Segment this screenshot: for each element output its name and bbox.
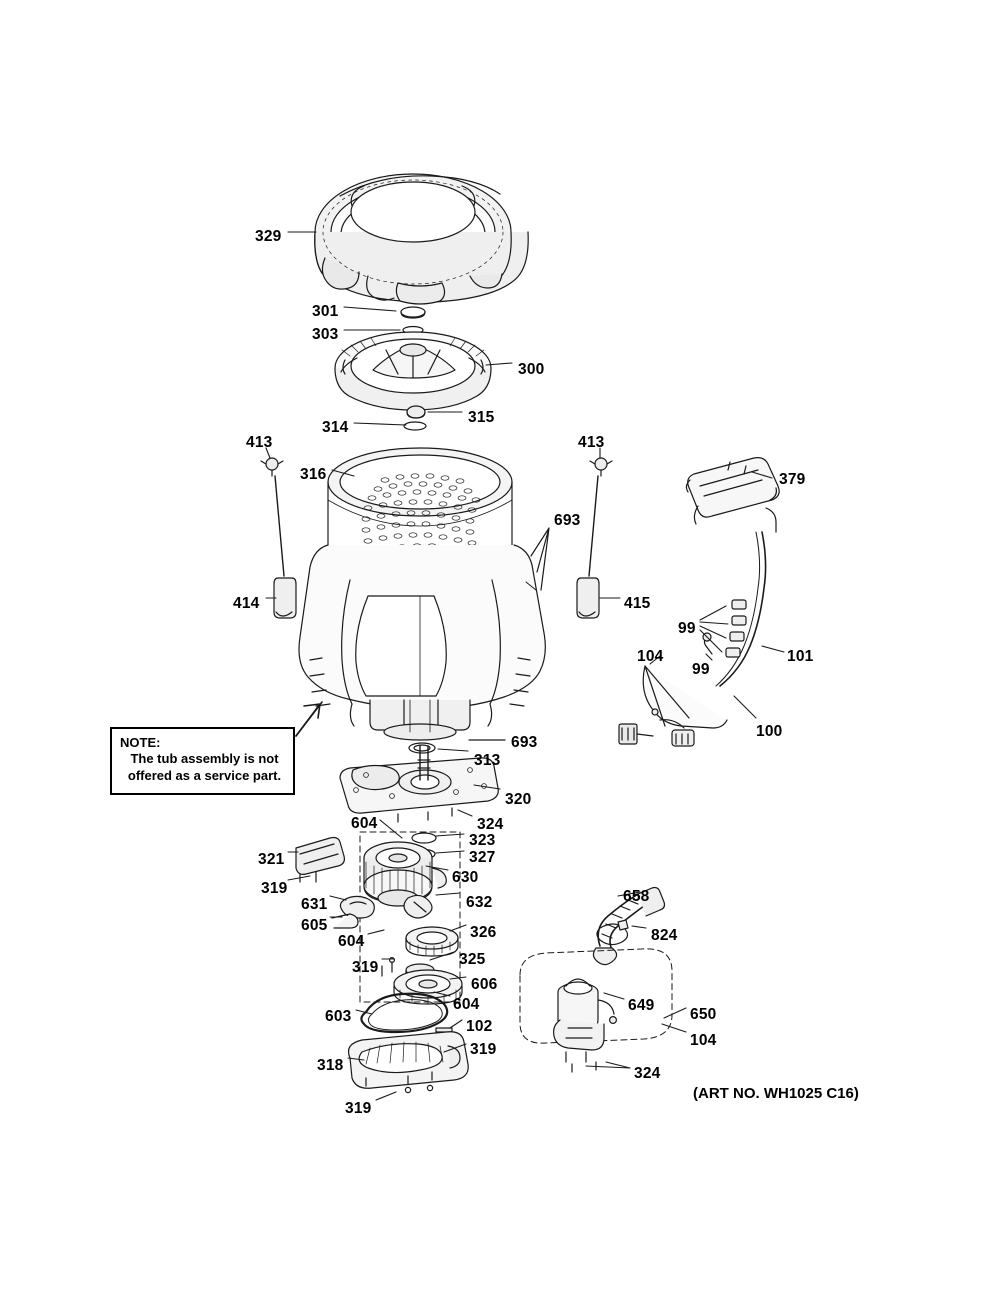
part-605 xyxy=(332,914,358,928)
part-seal-313 xyxy=(409,743,435,753)
part-tub-cover-329 xyxy=(315,174,528,304)
callout-314-5: 314 xyxy=(322,419,349,436)
callout-301-1: 301 xyxy=(312,303,339,320)
part-washer-314 xyxy=(404,422,426,430)
part-basket-316 xyxy=(299,448,545,740)
note-line-2: offered as a service part. xyxy=(127,768,282,783)
callout-604-31: 604 xyxy=(338,933,365,950)
part-606 xyxy=(394,970,462,1004)
callout-379-10: 379 xyxy=(779,471,806,488)
callout-632-28: 632 xyxy=(466,894,493,911)
art-number: (ART NO. WH1025 C16) xyxy=(693,1085,859,1102)
callout-319-44: 319 xyxy=(470,1041,497,1058)
part-pump-649 xyxy=(554,979,617,1072)
note-box xyxy=(110,727,295,795)
callout-329-0: 329 xyxy=(255,228,282,245)
part-base-318 xyxy=(349,1032,469,1093)
part-ring-323 xyxy=(412,833,436,843)
callout-323-23: 323 xyxy=(469,832,496,849)
callout-606-35: 606 xyxy=(471,976,498,993)
callout-326-32: 326 xyxy=(470,924,497,941)
callout-303-2: 303 xyxy=(312,326,339,343)
callout-100-17: 100 xyxy=(756,723,783,740)
callout-319-47: 319 xyxy=(345,1100,372,1117)
callout-604-22: 604 xyxy=(351,815,378,832)
callout-300-3: 300 xyxy=(518,361,545,378)
callout-649-39: 649 xyxy=(628,997,655,1014)
callout-315-4: 315 xyxy=(468,409,495,426)
callout-324-46: 324 xyxy=(634,1065,661,1082)
callout-99-13: 99 xyxy=(678,620,696,637)
callout-101-14: 101 xyxy=(787,648,814,665)
callout-316-7: 316 xyxy=(300,466,327,483)
callout-415-12: 415 xyxy=(624,595,651,612)
callout-824-38: 824 xyxy=(651,927,678,944)
callout-327-24: 327 xyxy=(469,849,496,866)
callout-413-6: 413 xyxy=(246,434,273,451)
callout-320-20: 320 xyxy=(505,791,532,808)
part-suspension-rod-left xyxy=(261,458,296,618)
callout-324-21: 324 xyxy=(477,816,504,833)
note-leader xyxy=(296,702,322,736)
callout-658-37: 658 xyxy=(623,888,650,905)
part-belt-603 xyxy=(361,994,447,1032)
callout-104-16: 104 xyxy=(637,648,664,665)
callout-693-18: 693 xyxy=(511,734,538,751)
part-suspension-rod-right xyxy=(577,458,612,618)
part-harness-100 xyxy=(619,532,766,746)
callout-318-45: 318 xyxy=(317,1057,344,1074)
part-nut-315 xyxy=(407,406,425,418)
callout-99-15: 99 xyxy=(692,661,710,678)
callout-102-43: 102 xyxy=(466,1018,493,1035)
fastener-319-mid xyxy=(382,958,394,976)
callout-104-41: 104 xyxy=(690,1032,717,1049)
callout-693-9: 693 xyxy=(554,512,581,529)
part-cap-301 xyxy=(401,307,425,318)
part-bracket-321 xyxy=(296,838,344,883)
callout-325-33: 325 xyxy=(459,951,486,968)
callout-604-36: 604 xyxy=(453,996,480,1013)
callout-313-19: 313 xyxy=(474,752,501,769)
callout-319-34: 319 xyxy=(352,959,379,976)
note-line-1: The tub assembly is not xyxy=(130,751,279,766)
part-632 xyxy=(404,895,432,918)
callout-319-27: 319 xyxy=(261,880,288,897)
part-bracket-379 xyxy=(686,458,779,532)
callout-630-26: 630 xyxy=(452,869,479,886)
callout-413-8: 413 xyxy=(578,434,605,451)
part-impeller-300 xyxy=(335,332,491,410)
callout-603-42: 603 xyxy=(325,1008,352,1025)
callout-321-25: 321 xyxy=(258,851,285,868)
callout-631-29: 631 xyxy=(301,896,328,913)
callout-605-30: 605 xyxy=(301,917,328,934)
callout-650-40: 650 xyxy=(690,1006,717,1023)
callout-414-11: 414 xyxy=(233,595,260,612)
note-title: NOTE: xyxy=(120,735,161,750)
